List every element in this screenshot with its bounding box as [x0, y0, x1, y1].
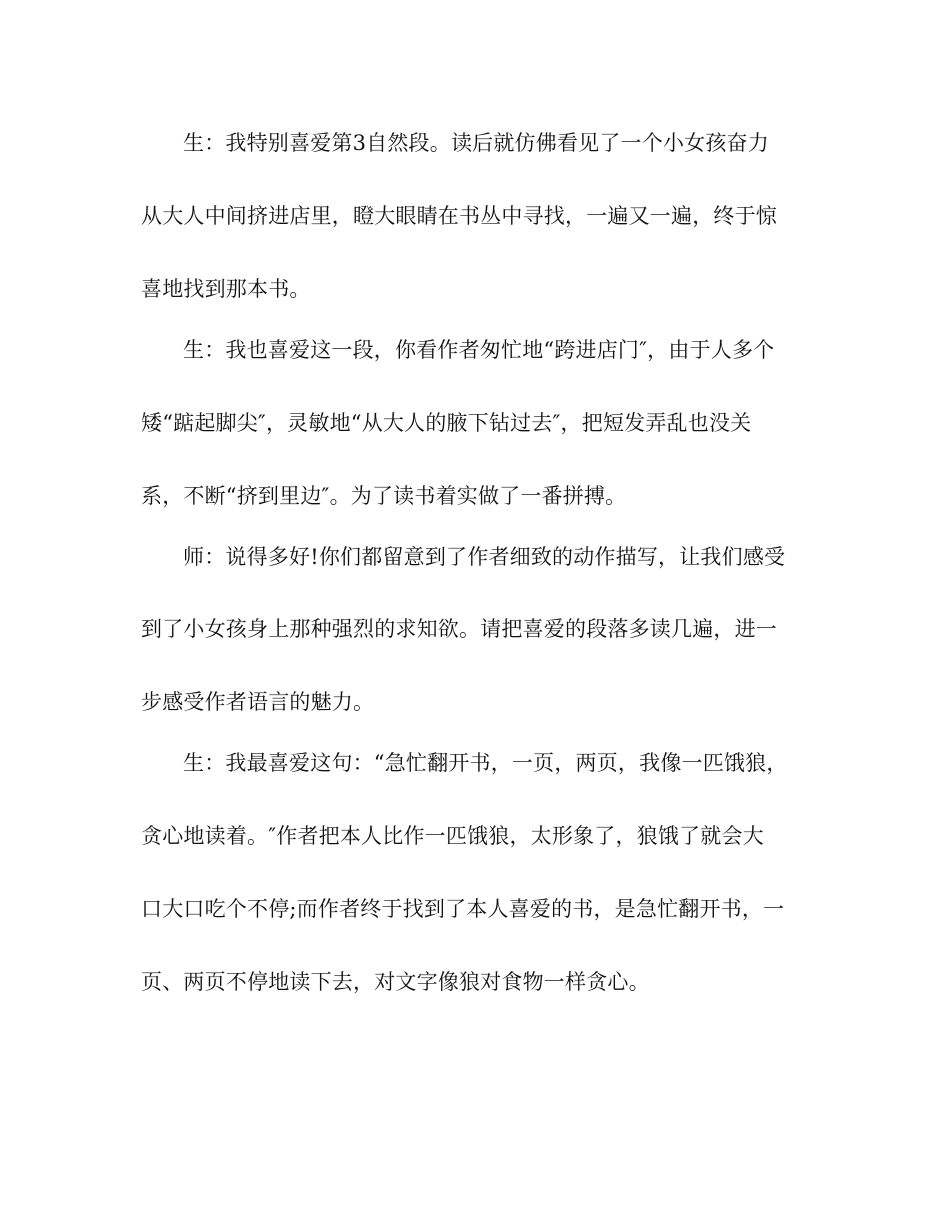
paragraph-1-line-3: 喜地找到那本书。 — [141, 277, 311, 301]
paragraph-1-line-2: 从大人中间挤进店里，瞪大眼睛在书丛中寻找，一遍又一遍，终于惊 — [141, 204, 777, 228]
paragraph-4-line-1: 生：我最喜爱这句：“急忙翻开书，一页，两页，我像一匹饿狼， — [183, 751, 788, 775]
paragraph-4-line-3: 口大口吃个不停;而作者终于找到了本人喜爱的书，是急忙翻开书，一 — [141, 897, 785, 921]
paragraph-4-line-4: 页、两页不停地读下去，对文字像狼对食物一样贪心。 — [141, 970, 650, 994]
paragraph-2-line-3: 系，不断“挤到里边″。为了读书着实做了一番拼搏。 — [141, 484, 627, 508]
paragraph-4-line-2: 贪心地读着。″作者把本人比作一匹饿狼，太形象了，狼饿了就会大 — [141, 824, 764, 848]
paragraph-2-line-2: 矮“踮起脚尖″，灵敏地“从大人的腋下钻过去″，把短发弄乱也没关 — [141, 411, 752, 435]
paragraph-3-line-3: 步感受作者语言的魅力。 — [141, 690, 375, 714]
paragraph-2-line-1: 生：我也喜爱这一段，你看作者匆忙地“跨进店门″，由于人多个 — [183, 338, 775, 362]
paragraph-1-line-1: 生：我特别喜爱第3自然段。读后就仿佛看见了一个小女孩奋力 — [183, 131, 769, 155]
paragraph-3-line-2: 到了小女孩身上那种强烈的求知欲。请把喜爱的段落多读几遍，进一 — [141, 617, 777, 641]
paragraph-3-line-1: 师：说得多好!你们都留意到了作者细致的动作描写，让我们感受 — [183, 545, 786, 569]
